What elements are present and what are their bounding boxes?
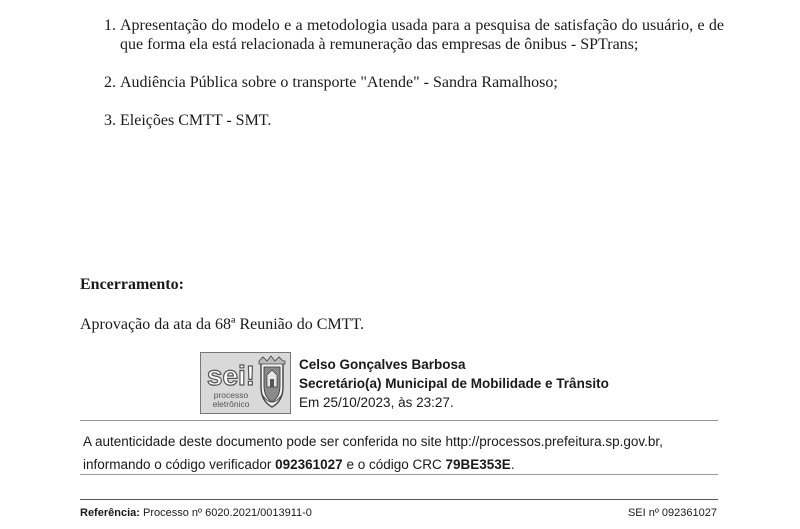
agenda-item [104, 111, 724, 130]
sei-logo [200, 352, 291, 414]
authenticity-prefix: informando o código verificador [83, 457, 276, 472]
agenda-item [104, 73, 724, 92]
authenticity-line-2 [83, 453, 663, 476]
signature-details [291, 352, 609, 414]
verifier-code: 092361027 [275, 457, 343, 472]
authenticity-notice [83, 430, 663, 476]
electronic-signature [200, 352, 609, 414]
agenda-item-number: 3. [104, 112, 116, 129]
agenda-list [104, 16, 724, 149]
authenticity-middle: e o código CRC [342, 457, 446, 472]
agenda-item-text: Audiência Pública sobre o transporte "Atende" - Sandra Ramalhoso; [120, 74, 558, 91]
signature-date: Em 25/10/2023, às 23:27. [299, 395, 454, 410]
sei-logo-text: sei! [206, 360, 256, 391]
closing-heading: Encerramento: [80, 276, 184, 293]
sei-logo-icon [201, 353, 290, 413]
closing-text: Aprovação da ata da 68ª Reunião do CMTT. [80, 316, 365, 333]
divider [80, 474, 718, 475]
sei-logo-subtext: eletrônico [212, 399, 250, 409]
agenda-item-text: Eleições CMTT - SMT. [120, 112, 272, 129]
footer-reference [80, 506, 312, 520]
authenticity-line-1: A autenticidade deste documento pode ser conferida no site http://processos.prefeitura.sp.gov.br, [83, 434, 663, 449]
reference-label: Referência: [80, 507, 140, 519]
authenticity-suffix: . [510, 457, 515, 472]
signer-name: Celso Gonçalves Barbosa [299, 357, 466, 372]
crc-code: 79BE353E [445, 457, 511, 472]
divider [80, 420, 718, 421]
footer-divider [80, 499, 718, 500]
agenda-item-number: 2. [104, 74, 116, 91]
footer-sei-number: SEI nº 092361027 [627, 507, 717, 519]
signer-role: Secretário(a) Municipal de Mobilidade e Trânsito [299, 376, 609, 391]
reference-value: Processo nº 6020.2021/0013911-0 [139, 507, 312, 519]
agenda-item [104, 16, 724, 54]
agenda-item-text: Apresentação do modelo e a metodologia usada para a pesquisa de satisfação do usuário, e de que forma ela está relacionada à remuneração das empresas de ônibus - SPTrans; [120, 17, 724, 53]
agenda-item-number: 1. [104, 17, 116, 34]
sei-logo-subtext: processo [213, 390, 249, 400]
